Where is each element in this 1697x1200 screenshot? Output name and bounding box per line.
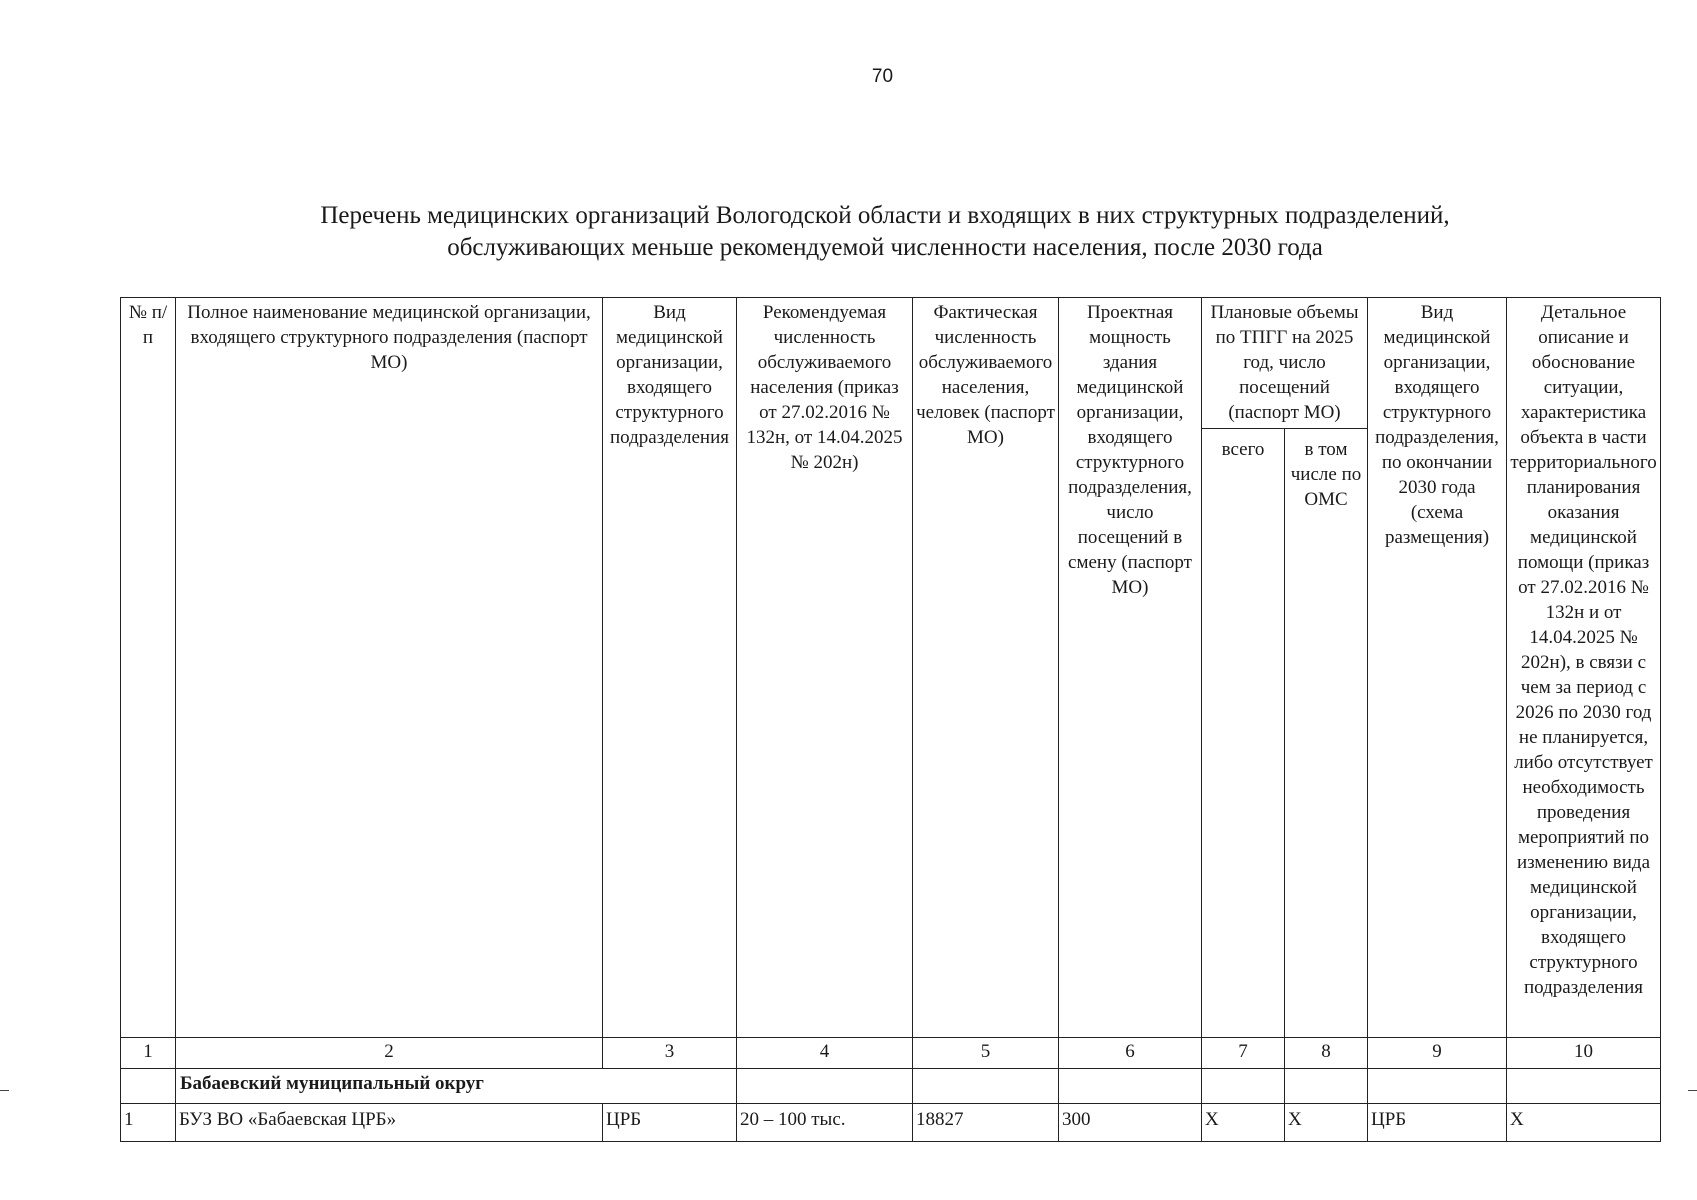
row-visits-total: Х [1202,1104,1285,1142]
section-empty-cell [121,1069,176,1104]
section-row [121,1069,1661,1104]
column-numbers-row [121,1038,1661,1069]
section-title: Бабаевский муниципальный округ [176,1069,737,1104]
column-number: 2 [176,1038,603,1069]
header-full-name: Полное наименование медицинской организации, входящего структурного подразделения (паспорт МО) [176,298,603,1038]
column-number: 5 [913,1038,1059,1069]
section-empty-cell [1507,1069,1661,1104]
row-number: 1 [121,1104,176,1142]
column-number: 4 [737,1038,913,1069]
column-number: 3 [603,1038,737,1069]
row-actual-population: 18827 [913,1104,1059,1142]
header-detailed-description: Детальное описание и обоснование ситуации, характеристика объекта в части территориального планирования оказания медицинской помощи (приказ от 27.02.2016 № 132н и от 14.04.2025 № 202н), в связи с чем за период с 2026 по 2030 год не планируется, либо отсутствует необходимость проведения мероприятий по изменению вида медицинской организации, входящего структурного подразделения [1507,298,1661,1038]
row-description: Х [1507,1104,1661,1142]
header-number: № п/п [121,298,176,1038]
row-org-type-2030: ЦРБ [1368,1104,1507,1142]
column-number: 1 [121,1038,176,1069]
title-line-2: обслуживающих меньше рекомендуемой численности населения, после 2030 года [447,234,1323,261]
document-title [200,200,1570,264]
header-recommended-population: Рекомендуемая численность обслуживаемого населения (приказ от 27.02.2016 № 132н, от 14.04.2025 № 202н) [737,298,913,1038]
header-org-type-2030: Вид медицинской организации, входящего структурного подразделения, по окончании 2030 года (схема размещения) [1368,298,1507,1038]
header-org-type: Вид медицинской организации, входящего структурного подразделения [603,298,737,1038]
row-visits-oms: Х [1285,1104,1368,1142]
column-number: 7 [1202,1038,1285,1069]
title-line-1: Перечень медицинских организаций Вологодской области и входящих в них структурных подразделений, [320,202,1450,229]
column-number: 10 [1507,1038,1661,1069]
header-design-capacity: Проектная мощность здания медицинской организации, входящего структурного подразделения, число посещений в смену (паспорт МО) [1059,298,1202,1038]
section-empty-cell [1059,1069,1202,1104]
section-empty-cell [1368,1069,1507,1104]
row-org-type: ЦРБ [603,1104,737,1142]
table-row [121,1104,1661,1142]
column-number: 9 [1368,1038,1507,1069]
header-visits-total: всего [1202,429,1285,1038]
section-empty-cell [1202,1069,1285,1104]
row-design-capacity: 300 [1059,1104,1202,1142]
section-empty-cell [1285,1069,1368,1104]
row-recommended-population: 20 – 100 тыс. [737,1104,913,1142]
header-planned-volumes: Плановые объемы по ТПГГ на 2025 год, число посещений (паспорт МО) [1202,298,1368,429]
column-number: 6 [1059,1038,1202,1069]
header-actual-population: Фактическая численность обслуживаемого населения, человек (паспорт МО) [913,298,1059,1038]
organizations-table [120,297,1661,1142]
page-number: 70 [871,66,894,87]
right-edge-mark [1688,1090,1697,1091]
row-org-name: БУЗ ВО «Бабаевская ЦРБ» [176,1104,603,1142]
section-empty-cell [913,1069,1059,1104]
header-visits-oms: в том числе по ОМС [1285,429,1368,1038]
column-number: 8 [1285,1038,1368,1069]
left-edge-mark [0,1090,9,1091]
section-empty-cell [737,1069,913,1104]
